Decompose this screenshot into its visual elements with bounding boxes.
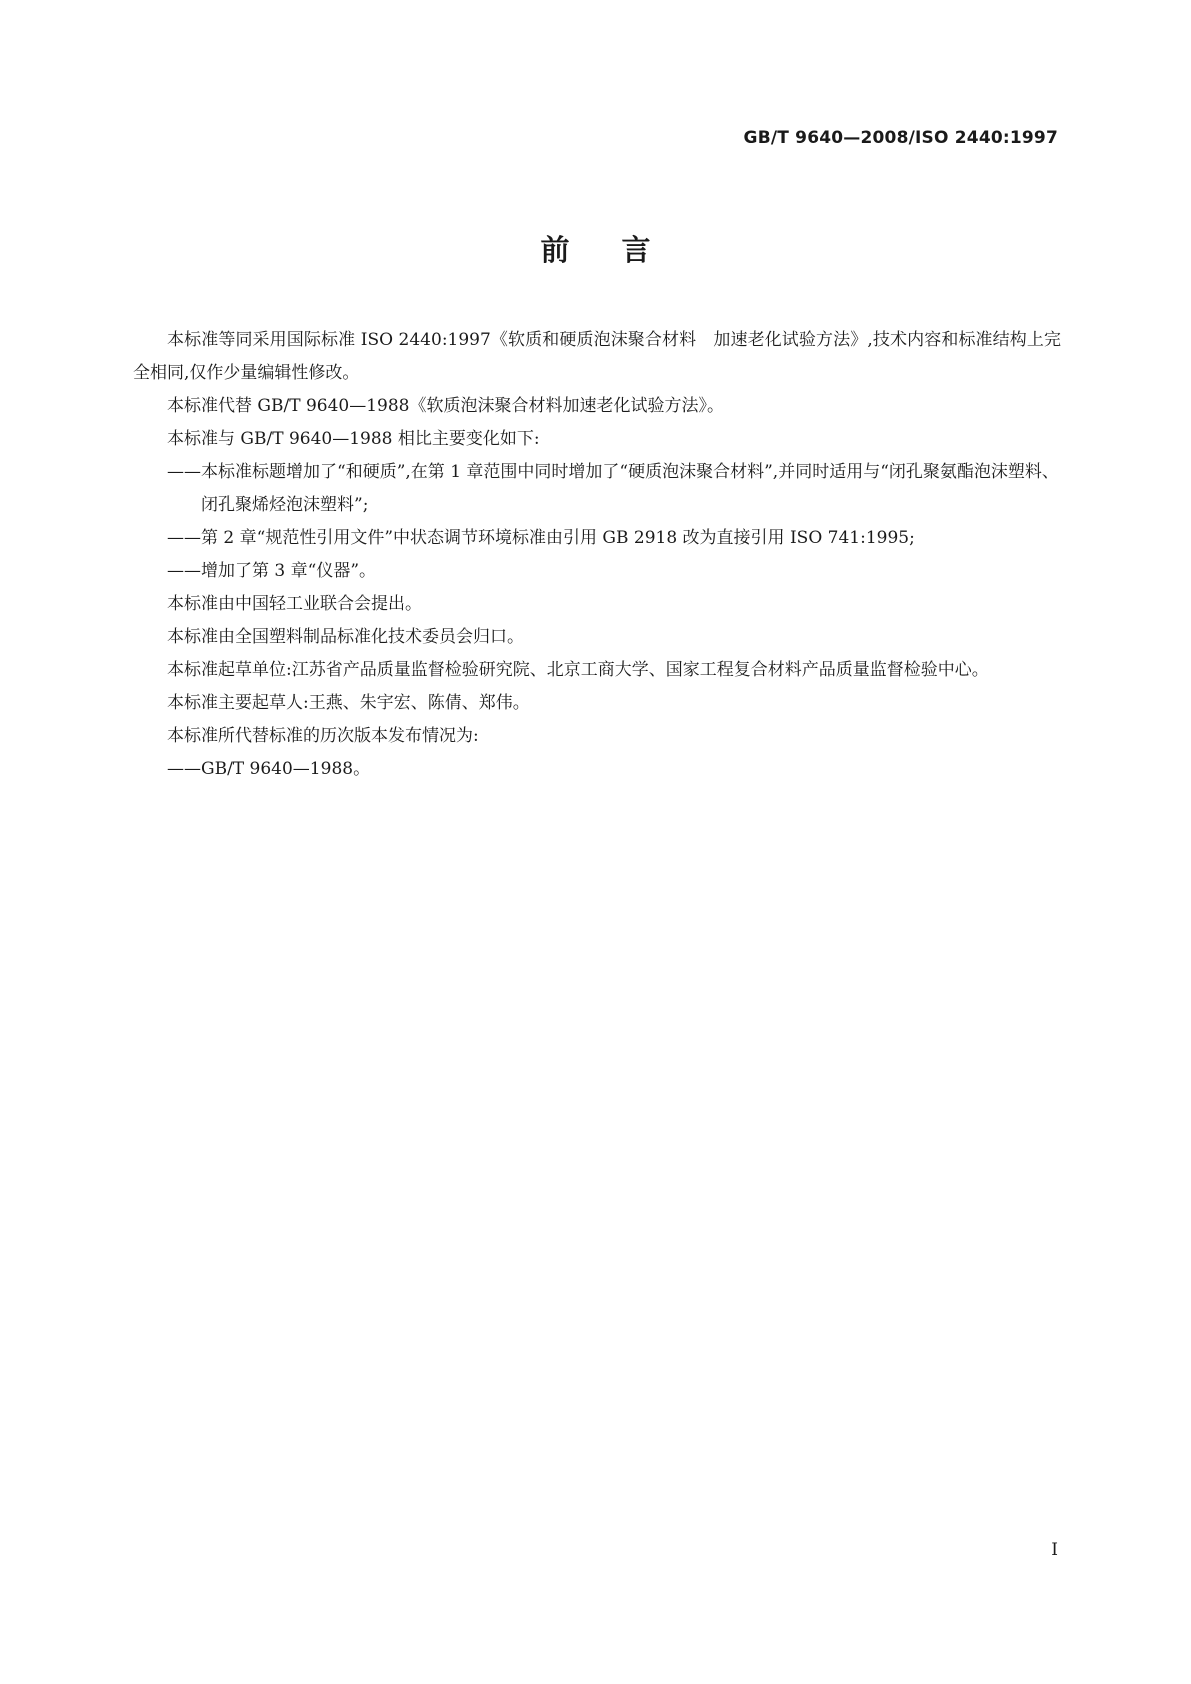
list-item-change-1 xyxy=(133,456,1061,522)
paragraph-history-intro: 本标准所代替标准的历次版本发布情况为: xyxy=(167,726,479,746)
page-number: I xyxy=(1051,1540,1058,1560)
dash-marker: —— xyxy=(167,528,201,548)
history-text: GB/T 9640—1988。 xyxy=(201,759,371,779)
list-item-change-2 xyxy=(133,522,1061,555)
paragraph-drafters: 本标准主要起草人:王燕、朱宇宏、陈倩、郑伟。 xyxy=(167,693,530,713)
foreword-body xyxy=(133,324,1061,786)
change-text: 增加了第 3 章“仪器”。 xyxy=(201,561,377,581)
dash-marker: —— xyxy=(167,462,201,482)
paragraph-replacement: 本标准代替 GB/T 9640—1988《软质泡沫聚合材料加速老化试验方法》。 xyxy=(167,396,724,416)
paragraph-adoption: 本标准等同采用国际标准 ISO 2440:1997《软质和硬质泡沫聚合材料 加速老化试验方法》,技术内容和标准结构上完全相同,仅作少量编辑性修改。 xyxy=(133,330,1061,383)
page-title: 前言 xyxy=(540,233,703,267)
paragraph-changes-intro: 本标准与 GB/T 9640—1988 相比主要变化如下: xyxy=(167,429,540,449)
paragraph-committee: 本标准由全国塑料制品标准化技术委员会归口。 xyxy=(167,627,524,647)
list-item-history-1 xyxy=(133,753,1061,786)
list-item-change-3 xyxy=(133,555,1061,588)
change-text: 第 2 章“规范性引用文件”中状态调节环境标准由引用 GB 2918 改为直接引用 ISO 741:1995; xyxy=(201,528,915,548)
dash-marker: —— xyxy=(167,759,201,779)
paragraph-drafting-units: 本标准起草单位:江苏省产品质量监督检验研究院、北京工商大学、国家工程复合材料产品质量监督检验中心。 xyxy=(167,660,989,680)
change-text: 本标准标题增加了“和硬质”,在第 1 章范围中同时增加了“硬质泡沫聚合材料”,并同时适用与“闭孔聚氨酯泡沫塑料、闭孔聚烯烃泡沫塑料”; xyxy=(201,462,1059,515)
paragraph-proposer: 本标准由中国轻工业联合会提出。 xyxy=(167,594,422,614)
dash-marker: —— xyxy=(167,561,201,581)
standard-code: GB/T 9640—2008/ISO 2440:1997 xyxy=(743,128,1058,148)
